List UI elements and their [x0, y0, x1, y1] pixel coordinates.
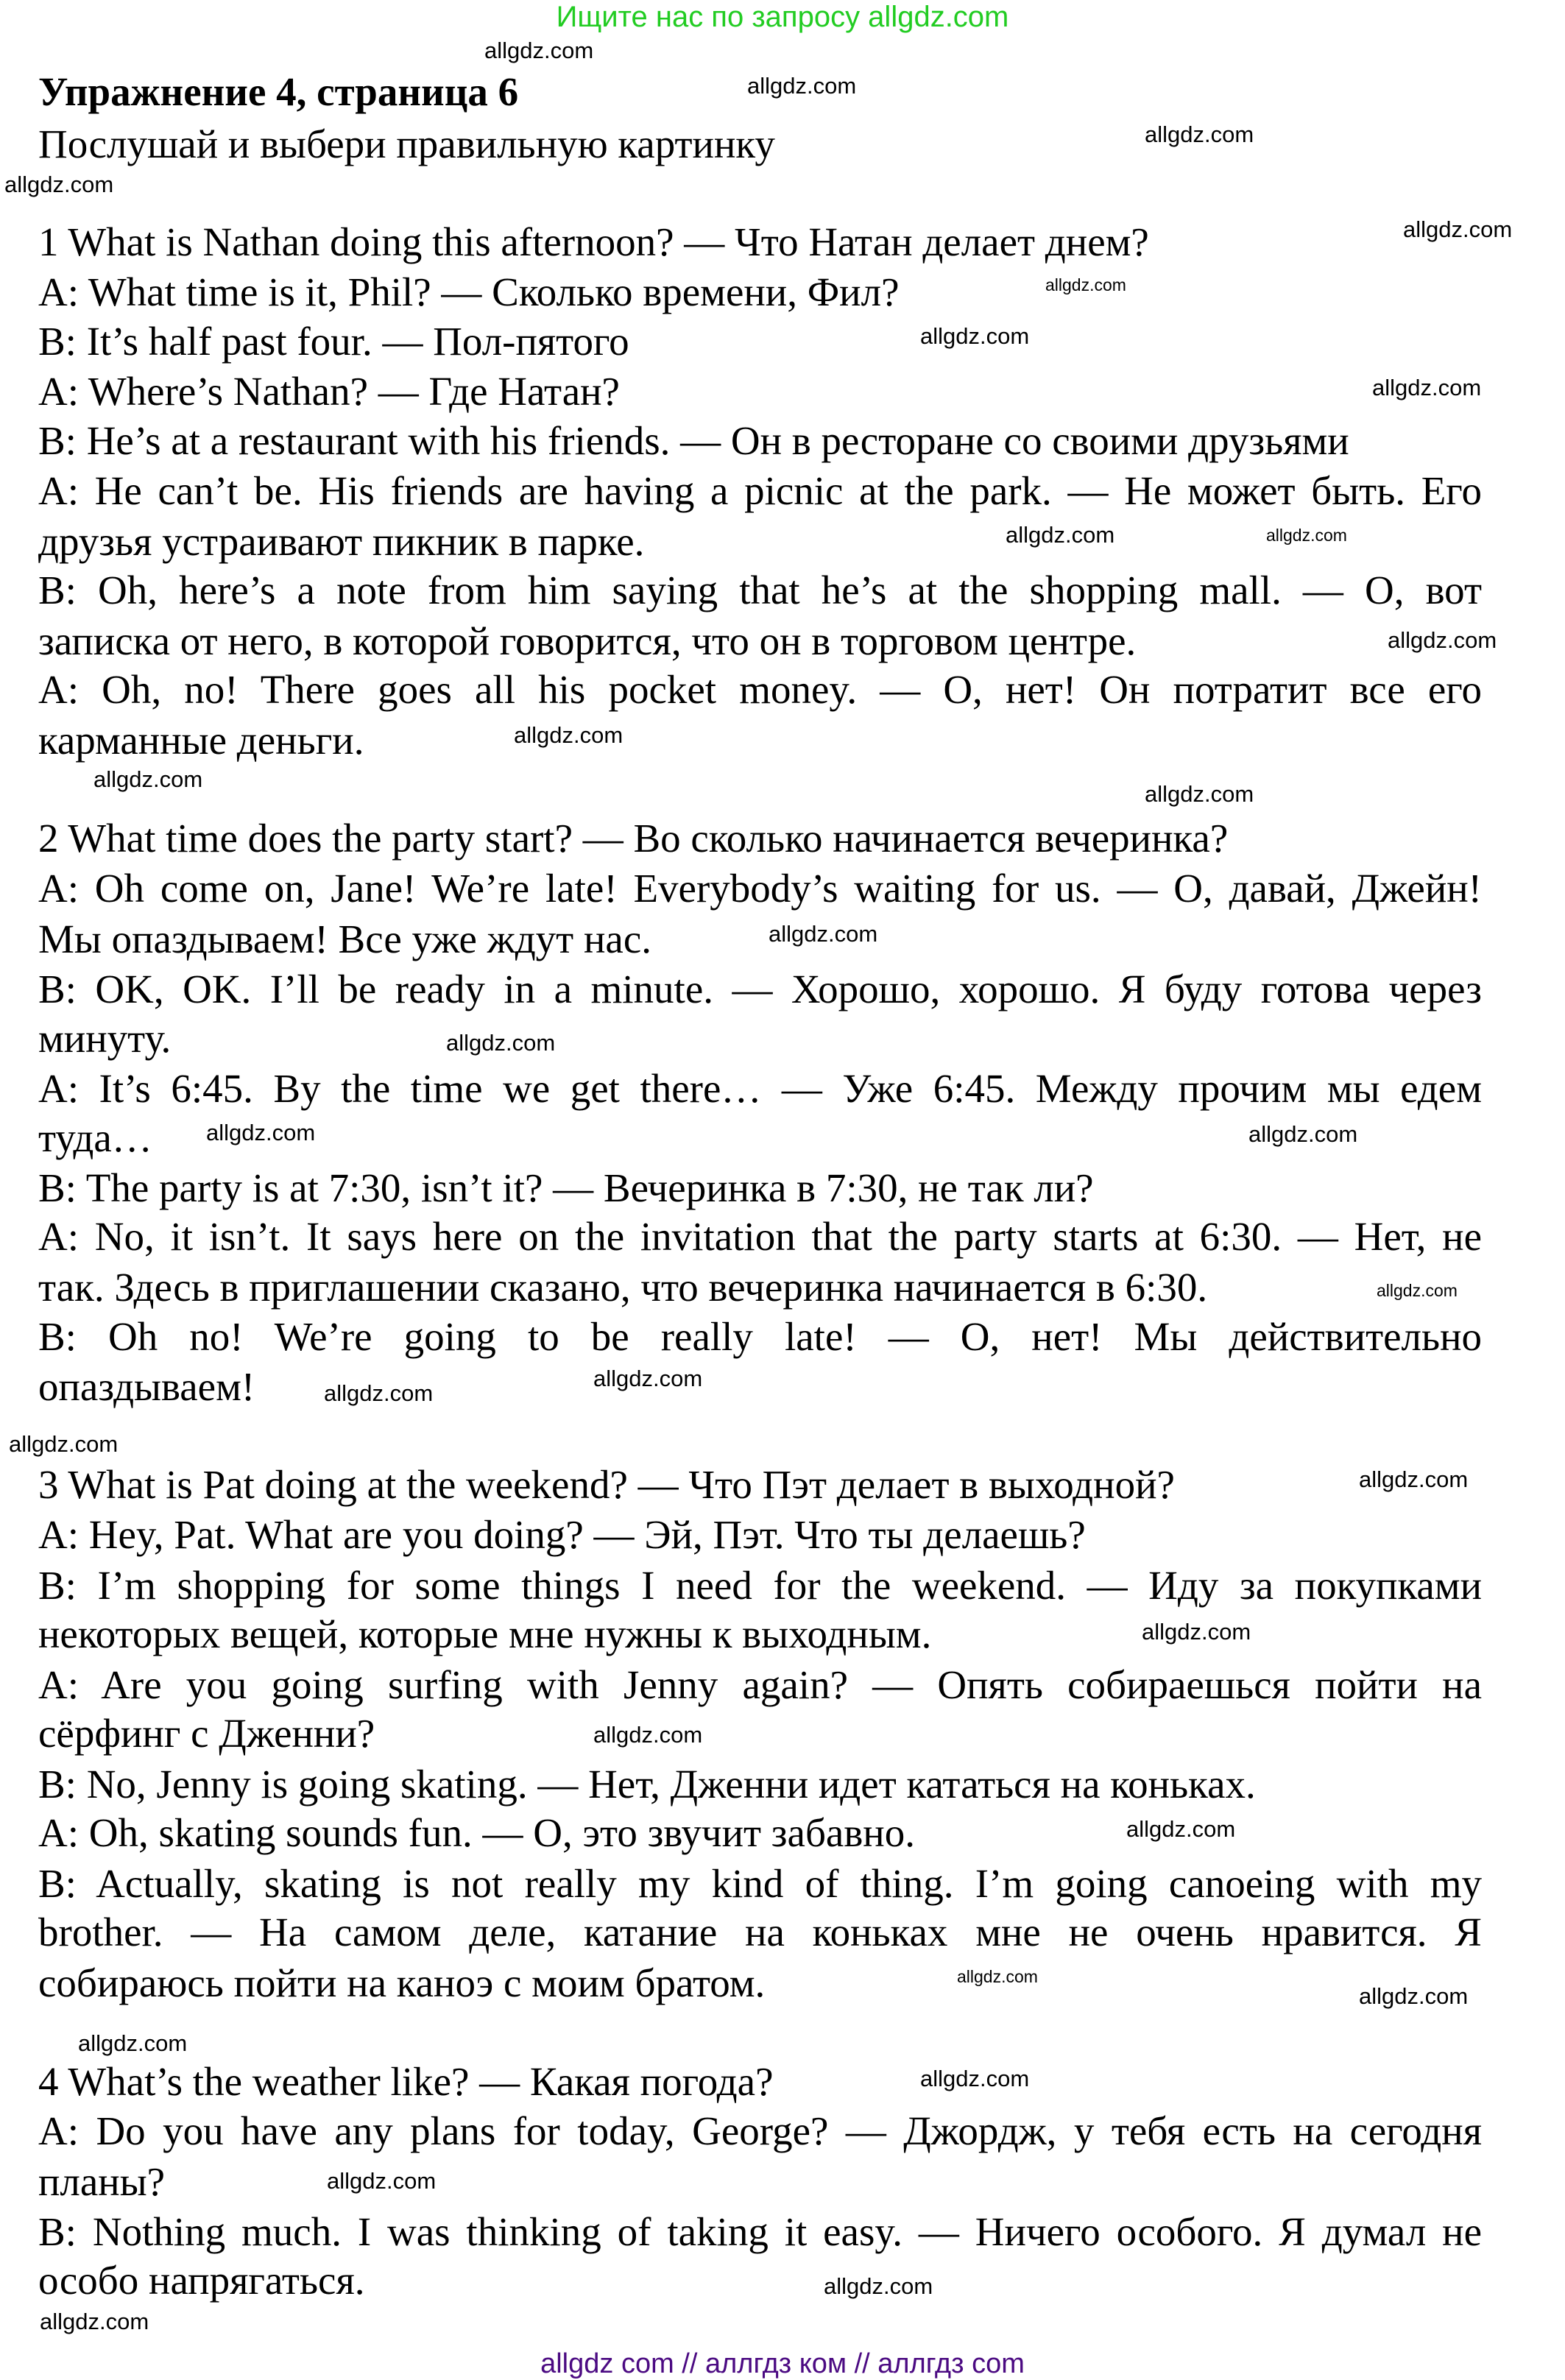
text-line: A: Oh come on, Jane! We’re late! Everybody’s waiting for us. — О, давай, Джейн!	[38, 866, 1482, 911]
text-line: B: I’m shopping for some things I need for the weekend. — Иду за покупками	[38, 1563, 1482, 1608]
footer-watermark: allgdz com // аллгдз ком // аллгдз com	[540, 2348, 1025, 2379]
text-line: планы?	[38, 2159, 166, 2204]
text-line: сёрфинг с Дженни?	[38, 1711, 375, 1756]
watermark: allgdz.com	[747, 73, 857, 99]
text-line: друзья устраивают пикник в парке.	[38, 519, 645, 564]
text-line: B: The party is at 7:30, isn’t it? — Вечеринка в 7:30, не так ли?	[38, 1165, 1094, 1210]
dialogue-heading: 4 What’s the weather like? — Какая погода?	[38, 2059, 774, 2104]
text-line: особо напрягаться.	[38, 2258, 365, 2303]
text-line: B: It’s half past four. — Пол-пятого	[38, 319, 629, 364]
watermark: allgdz.com	[1266, 526, 1347, 545]
watermark: allgdz.com	[1359, 1983, 1469, 2009]
watermark: allgdz.com	[1045, 275, 1126, 294]
watermark: allgdz.com	[206, 1120, 316, 1145]
text-line: A: Where’s Nathan? — Где Натан?	[38, 369, 620, 414]
top-banner: Ищите нас по запросу allgdz.com	[556, 1, 1009, 33]
text-line: A: No, it isn’t. It says here on the invitation that the party starts at 6:30. — Нет, не	[38, 1214, 1482, 1259]
text-line: Мы опаздываем! Все уже ждут нас.	[38, 917, 651, 961]
watermark: allgdz.com	[1126, 1816, 1236, 1842]
page-title: Упражнение 4, страница 6	[38, 69, 519, 114]
watermark: allgdz.com	[1388, 627, 1497, 653]
watermark: allgdz.com	[514, 722, 623, 748]
watermark: allgdz.com	[327, 2168, 437, 2194]
text-line: B: No, Jenny is going skating. — Нет, Дженни идет кататься на коньках.	[38, 1762, 1256, 1807]
text-line: A: Hey, Pat. What are you doing? — Эй, Пэт. Что ты делаешь?	[38, 1512, 1086, 1557]
watermark: allgdz.com	[4, 172, 114, 197]
text-line: A: He can’t be. His friends are having a picnic at the park. — Не может быть. Его	[38, 468, 1482, 513]
text-line: минуту.	[38, 1016, 172, 1061]
text-line: A: Oh, skating sounds fun. — О, это звучит забавно.	[38, 1810, 915, 1855]
text-line: собираюсь пойти на каноэ с моим братом.	[38, 1960, 766, 2005]
watermark: allgdz.com	[1248, 1121, 1358, 1147]
watermark: allgdz.com	[78, 2030, 188, 2056]
text-line: A: Oh, no! There goes all his pocket money. — О, нет! Он потратит все его	[38, 667, 1482, 712]
watermark: allgdz.com	[769, 921, 878, 947]
page-subtitle: Послушай и выбери правильную картинку	[38, 121, 775, 166]
text-line: B: Oh no! We’re going to be really late! — О, нет! Мы действительно	[38, 1314, 1482, 1359]
text-line: A: Do you have any plans for today, George? — Джордж, у тебя есть на сегодня	[38, 2108, 1482, 2153]
watermark: allgdz.com	[593, 1366, 703, 1391]
watermark: allgdz.com	[1377, 1281, 1458, 1300]
dialogue-heading: 2 What time does the party start? — Во сколько начинается вечеринка?	[38, 816, 1229, 861]
watermark: allgdz.com	[1145, 781, 1254, 807]
text-line: brother. — На самом деле, катание на коньках мне не очень нравится. Я	[38, 1910, 1482, 1955]
text-line: B: Actually, skating is not really my kind of thing. I’m going canoeing with my	[38, 1861, 1482, 1906]
watermark: allgdz.com	[957, 1967, 1038, 1986]
text-line: A: What time is it, Phil? — Сколько времени, Фил?	[38, 269, 900, 314]
text-line: A: It’s 6:45. By the time we get there… — Уже 6:45. Между прочим мы едем	[38, 1066, 1482, 1111]
watermark: allgdz.com	[324, 1380, 434, 1406]
watermark: allgdz.com	[824, 2273, 933, 2299]
watermark: allgdz.com	[1359, 1466, 1469, 1492]
text-line: туда…	[38, 1115, 152, 1160]
watermark: allgdz.com	[1006, 522, 1115, 548]
watermark: allgdz.com	[920, 2066, 1030, 2091]
text-line: карманные деньги.	[38, 718, 364, 763]
watermark: allgdz.com	[1403, 216, 1513, 242]
watermark: allgdz.com	[1372, 375, 1482, 400]
watermark: allgdz.com	[484, 38, 594, 63]
text-line: B: Nothing much. I was thinking of taking it easy. — Ничего особого. Я думал не	[38, 2209, 1482, 2254]
text-line: B: OK, OK. I’ll be ready in a minute. — Хорошо, хорошо. Я буду готова через	[38, 967, 1482, 1011]
dialogue-heading: 1 What is Nathan doing this afternoon? — Что Натан делает днем?	[38, 219, 1149, 264]
watermark: allgdz.com	[920, 323, 1030, 349]
watermark: allgdz.com	[1145, 121, 1254, 147]
text-line: B: He’s at a restaurant with his friends. — Он в ресторане со своими друзьями	[38, 418, 1349, 463]
text-line: A: Are you going surfing with Jenny again? — Опять собираешься пойти на	[38, 1662, 1482, 1707]
text-line: опаздываем!	[38, 1364, 255, 1409]
watermark: allgdz.com	[446, 1030, 556, 1056]
watermark: allgdz.com	[40, 2309, 149, 2334]
text-line: некоторых вещей, которые мне нужны к выходным.	[38, 1611, 932, 1656]
text-line: так. Здесь в приглашении сказано, что вечеринка начинается в 6:30.	[38, 1265, 1208, 1310]
text-line: B: Oh, here’s a note from him saying that he’s at the shopping mall. — О, вот	[38, 568, 1482, 612]
watermark: allgdz.com	[1142, 1619, 1251, 1645]
watermark: allgdz.com	[9, 1431, 119, 1457]
dialogue-heading: 3 What is Pat doing at the weekend? — Что Пэт делает в выходной?	[38, 1462, 1175, 1507]
text-line: записка от него, в которой говорится, что он в торговом центре.	[38, 618, 1137, 663]
watermark: allgdz.com	[93, 766, 203, 792]
watermark: allgdz.com	[593, 1722, 703, 1748]
